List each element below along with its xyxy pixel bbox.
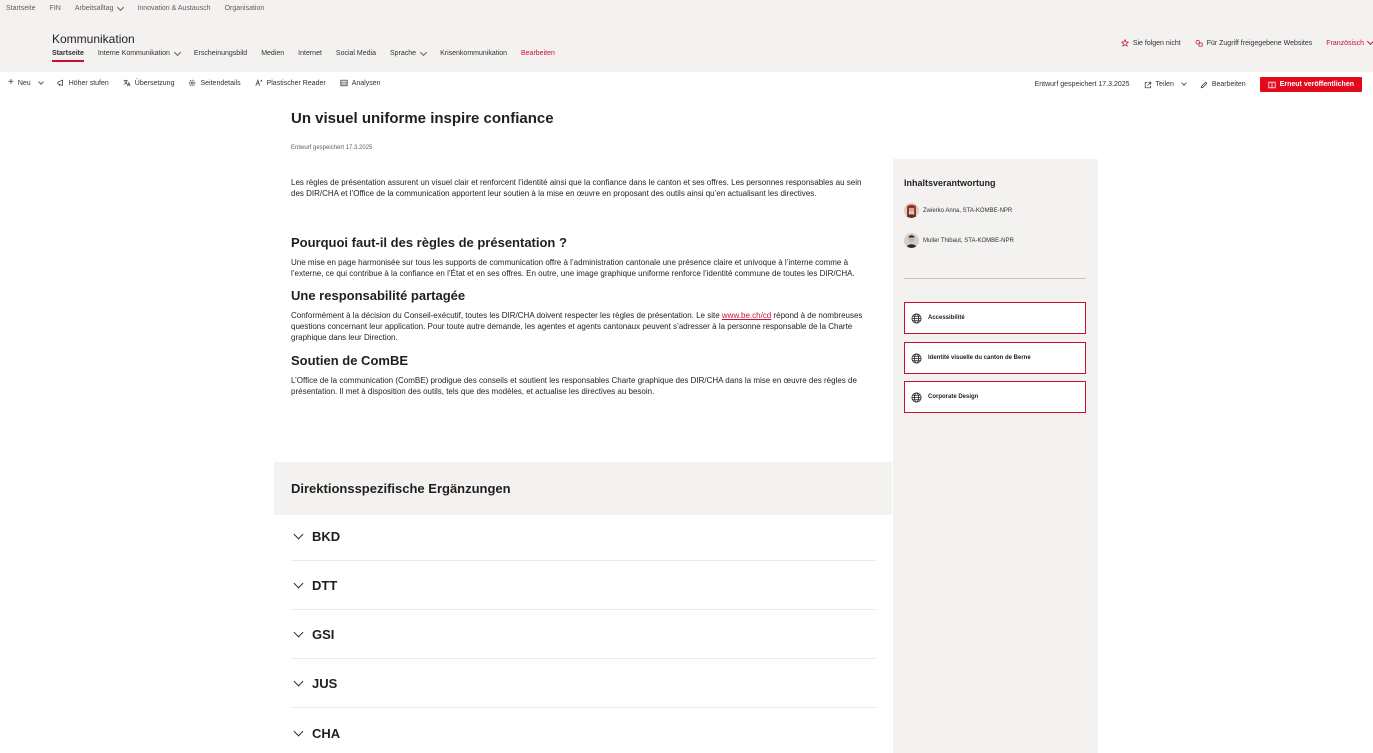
section-paragraph: Une mise en page harmonisée sur tous les supports de communication offre à l’administration cantonale une présence claire et univoque à l’interne comme à l’externe, ce qui contribue à la confiance en l’État et en ses offres. En outre, une image graphique uniforme renforce l’identité commune de toutes les DIR/CHA. [291, 258, 855, 278]
new-button[interactable]: + Neu [8, 79, 43, 87]
site-header [0, 17, 1373, 72]
follow-button[interactable]: Sie folgen nicht [1121, 39, 1181, 47]
quicklink-corporate-design[interactable]: Corporate Design [904, 381, 1086, 413]
main-content [291, 177, 866, 397]
star-icon [1121, 39, 1129, 47]
command-bar-right [1035, 77, 1362, 92]
chevron-down-icon [294, 726, 304, 736]
page-details-button[interactable]: Seitendetails [188, 79, 240, 87]
share-button[interactable]: Teilen [1144, 81, 1186, 89]
right-sidebar [893, 159, 1098, 753]
accordion-item-dtt[interactable]: DTT [291, 561, 876, 610]
sidebar-title: Inhaltsverantwortung [904, 178, 996, 188]
shared-sites-icon [1195, 39, 1203, 47]
nav-item-startseite[interactable]: Startseite [52, 50, 84, 61]
republish-button[interactable]: Erneut veröffentlichen [1260, 77, 1362, 92]
chevron-down-icon [420, 48, 427, 55]
plus-icon: + [8, 77, 14, 88]
section-paragraph: L’Office de la communication (ComBE) prodigue des conseils et soutient les responsables Charte graphique des DIR/CHA dans la mise en œuvre des règles de présentation. Il met à disposition des outils, tels que des modèles, et actualise les directives au besoin. [291, 376, 857, 396]
chevron-down-icon [117, 3, 124, 10]
globe-icon [911, 313, 922, 324]
header-actions [1121, 39, 1373, 47]
section-heading: Une responsabilité partagée [291, 288, 466, 303]
nav-item-erscheinungsbild[interactable]: Erscheinungsbild [193, 50, 248, 57]
section-paragraph: Conformément à la décision du Conseil-exécutif, toutes les DIR/CHA doivent respecter les règles de présentation. Le site www.be.ch/cd répond à de nombreuses questions concernant leur application. Pour toute autre demande, les agentes et agents cantonaux peuvent s’adresser à la personne responsable de la Charte graphique dans leur Direction. [291, 311, 863, 342]
quicklink-accessibility[interactable]: Accessibilité [904, 302, 1086, 334]
chevron-down-icon [1367, 38, 1373, 45]
suitebar-item-fin[interactable]: FIN [49, 5, 61, 12]
nav-edit-link[interactable]: Bearbeiten [521, 50, 555, 57]
nav-item-sprache[interactable]: Sprache [390, 50, 426, 61]
page-title: Un visuel uniforme inspire confiance [291, 110, 554, 127]
nav-item-krisenkommunikation[interactable]: Krisenkommunikation [440, 50, 507, 57]
suitebar-item-startseite[interactable]: Startseite [6, 5, 36, 12]
be-ch-cd-link[interactable]: www.be.ch/cd [721, 311, 772, 320]
translate-icon [123, 79, 131, 87]
accordion-item-bkd[interactable]: BKD [291, 512, 876, 561]
accordion-item-gsi[interactable]: GSI [291, 610, 876, 659]
megaphone-icon [57, 79, 65, 87]
chevron-down-icon [294, 627, 304, 637]
suitebar-item-innovation[interactable]: Innovation & Austausch [137, 5, 211, 12]
person-card[interactable]: Muller Thibaut, STA-KOMBE-NPR [904, 233, 1014, 248]
nav-item-internet[interactable]: Internet [298, 50, 322, 57]
command-bar [0, 72, 1373, 96]
chevron-down-icon [294, 676, 304, 686]
chevron-down-icon [38, 79, 44, 85]
immersive-reader-button[interactable]: Plastischer Reader [255, 79, 326, 87]
chevron-down-icon [1181, 80, 1187, 86]
accordion-item-cha[interactable]: CHA [291, 709, 876, 753]
accordion-item-jus[interactable]: JUS [291, 659, 876, 708]
quicklink-identite-visuelle[interactable]: Identité visuelle du canton de Berne [904, 342, 1086, 374]
draft-status: Entwurf gespeichert 17.3.2025 [1034, 81, 1130, 88]
avatar [904, 203, 919, 218]
command-bar-left [8, 79, 381, 87]
section-heading: Direktionsspezifische Ergänzungen [291, 481, 511, 496]
edit-button[interactable]: Bearbeiten [1200, 81, 1246, 89]
reader-icon [255, 79, 263, 87]
analytics-button[interactable]: Analysen [340, 79, 381, 87]
promote-button[interactable]: Höher stufen [57, 79, 109, 87]
gear-icon [188, 79, 196, 87]
chevron-down-icon [294, 529, 304, 539]
site-title[interactable]: Kommunikation [52, 32, 135, 46]
share-icon [1144, 81, 1152, 89]
section-heading: Pourquoi faut-il des règles de présentation ? [291, 235, 567, 250]
analytics-icon [340, 79, 348, 87]
direction-section-header [274, 462, 892, 515]
chevron-down-icon [294, 578, 304, 588]
chevron-down-icon [174, 48, 181, 55]
avatar [904, 233, 919, 248]
publish-icon [1268, 81, 1276, 89]
language-selector[interactable]: Französisch [1326, 40, 1373, 47]
suitebar-item-organisation[interactable]: Organisation [224, 5, 265, 12]
nav-item-medien[interactable]: Medien [261, 50, 285, 57]
globe-icon [911, 392, 922, 403]
person-card[interactable]: Zwierko Anna, STA-KOMBE-NPR [904, 203, 1012, 218]
shared-sites-button[interactable]: Für Zugriff freigegebene Websites [1195, 39, 1313, 47]
pencil-icon [1200, 81, 1208, 89]
page-draft-meta: Entwurf gespeichert 17.3.2025 [291, 145, 373, 151]
site-navigation [52, 50, 555, 61]
globe-icon [911, 353, 922, 364]
translation-button[interactable]: Übersetzung [123, 79, 175, 87]
suite-bar [0, 0, 1373, 17]
nav-item-interne-kommunikation[interactable]: Interne Kommunikation [98, 50, 180, 61]
suitebar-item-arbeitsalltag[interactable]: Arbeitsalltag [75, 5, 124, 12]
nav-item-social-media[interactable]: Social Media [335, 50, 376, 57]
section-heading: Soutien de ComBE [291, 353, 409, 368]
intro-paragraph: Les règles de présentation assurent un visuel clair et renforcent l’identité ainsi que la confiance dans le canton et ses offres. Les personnes responsables au sein des DIR/CHA et l’Office de la communication apportent leur soutien à la mise en œuvre en proposant des outils ainsi qu’en actualisant les directives. [291, 178, 862, 198]
divider [904, 278, 1086, 279]
